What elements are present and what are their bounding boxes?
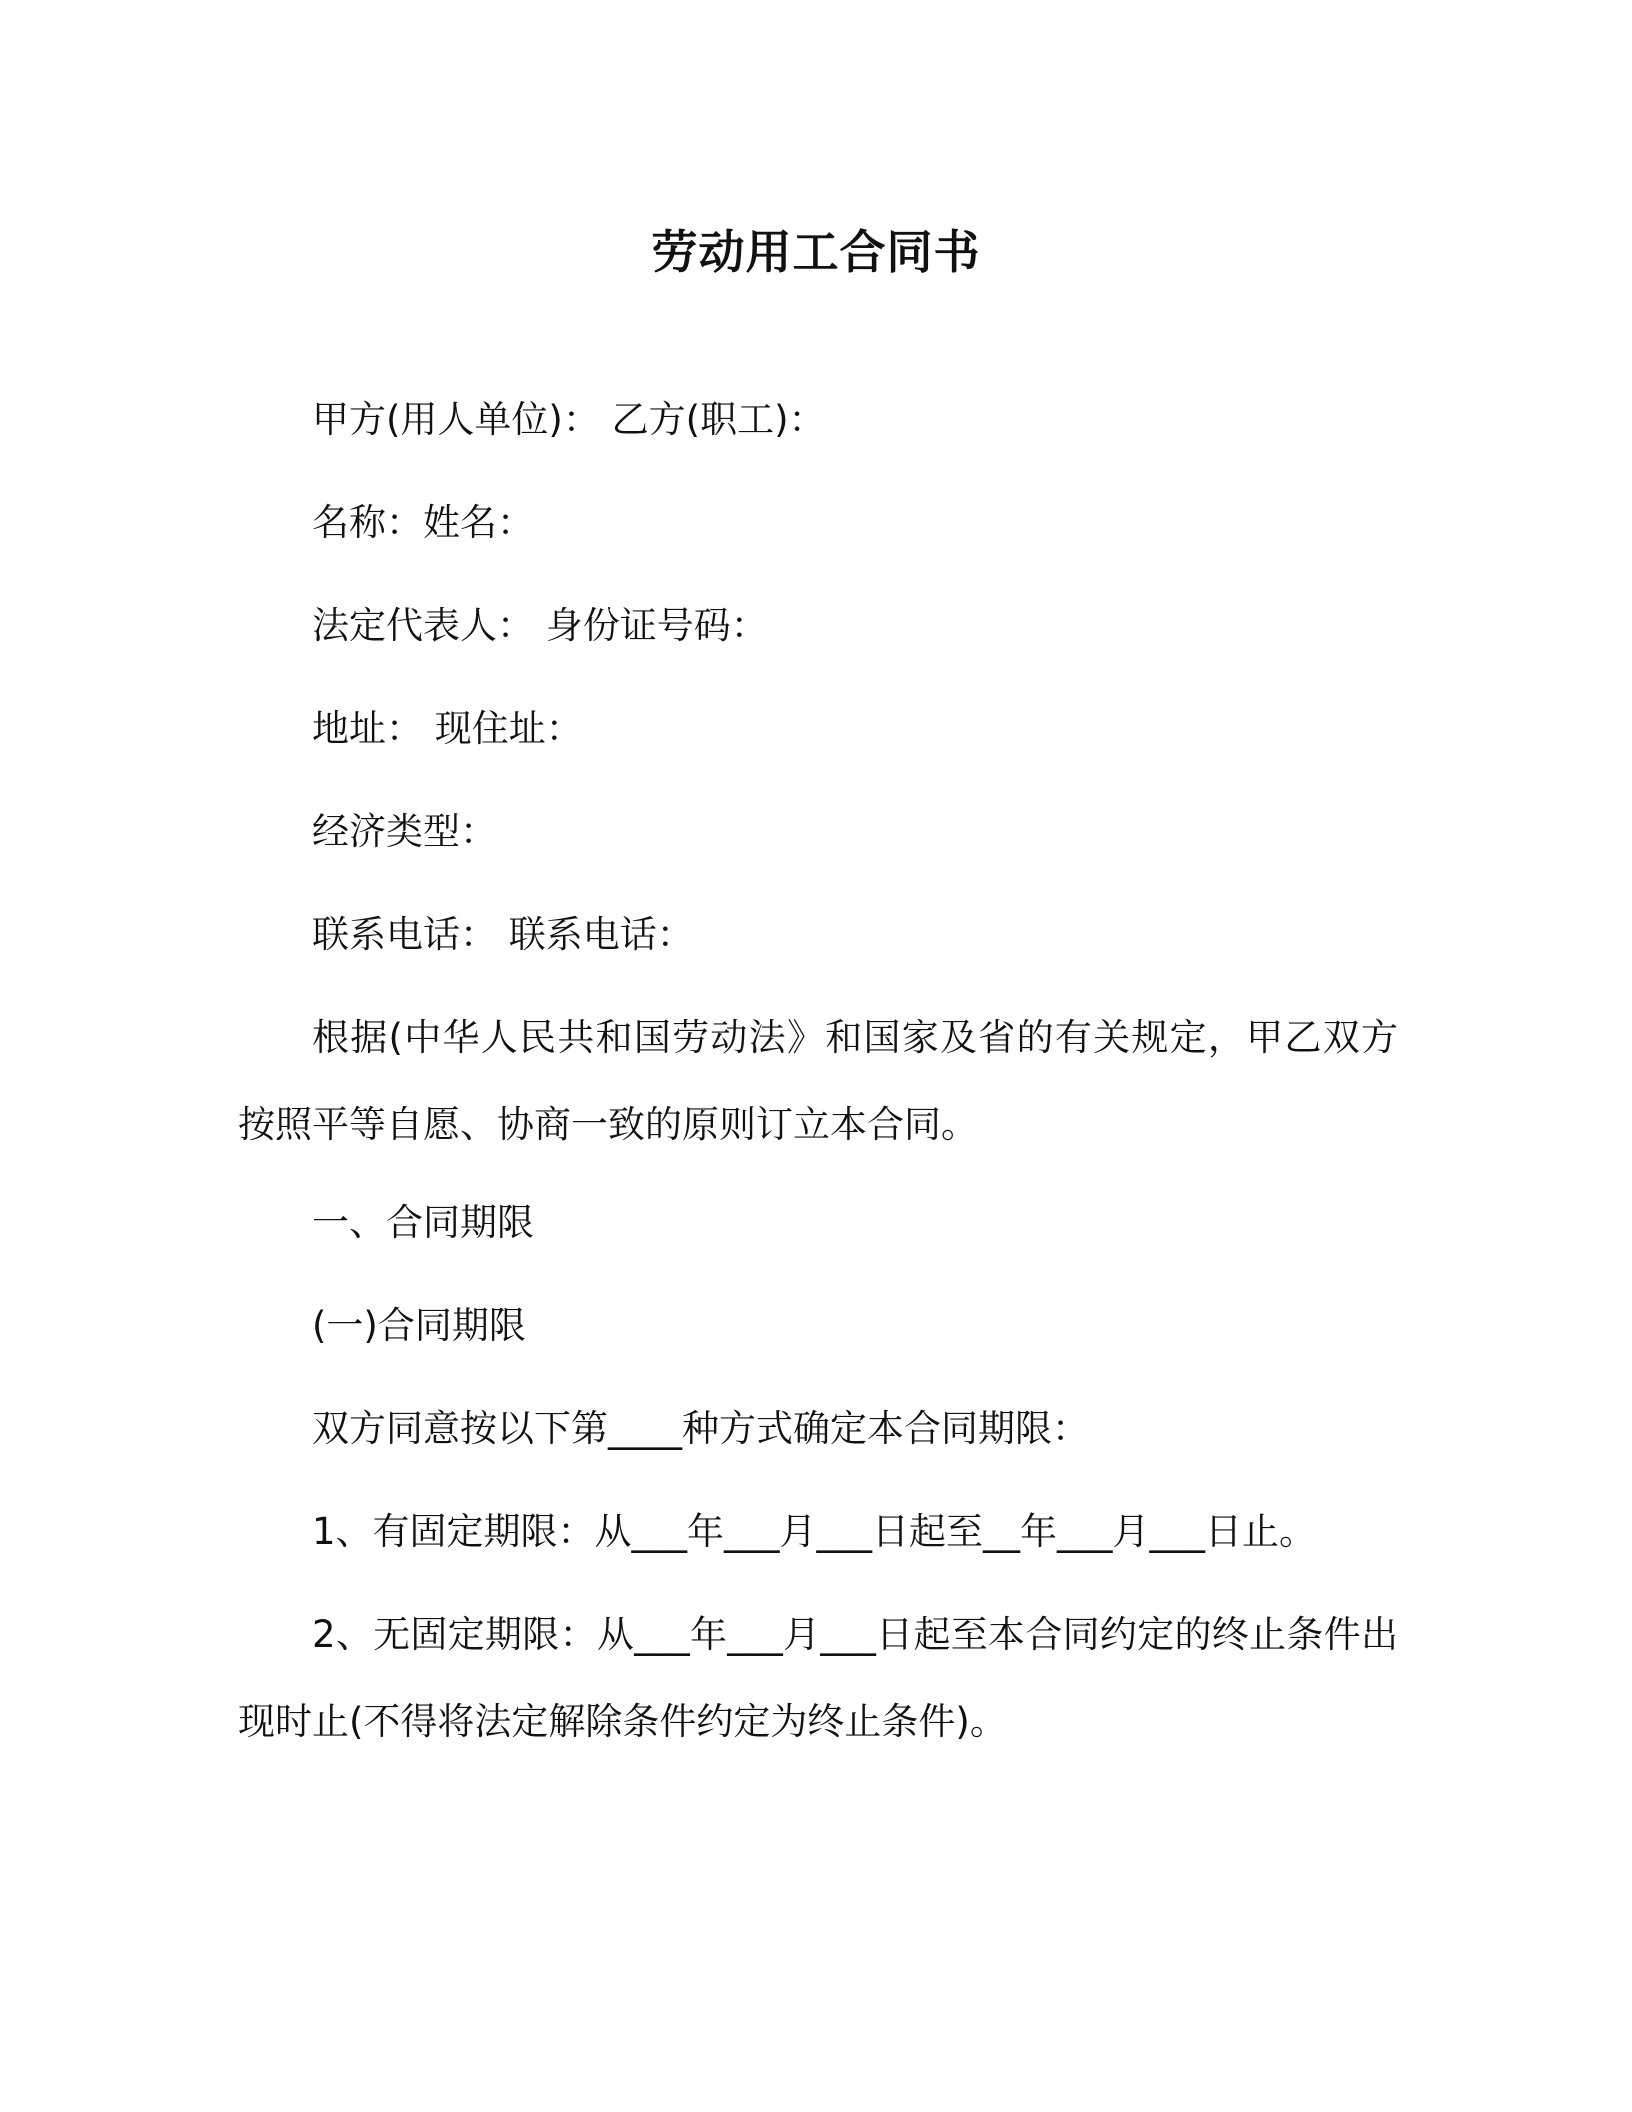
section-heading: 一、合同期限 [312, 1201, 534, 1244]
party-line: 甲方(用人单位)： 乙方(职工)： [312, 398, 826, 441]
term-option-1: 1、有固定期限：从___年___月___日起至__年___月___日止。 [312, 1510, 1317, 1553]
term-option-2: 2、无固定期限：从___年___月___日起至本合同约定的终止条件出现时止(不得将法定解除条件约定为终止条件)。 [238, 1613, 1398, 1743]
phone-line: 联系电话： 联系电话： [312, 913, 694, 956]
document-title: 劳动用工合同书 [651, 225, 981, 279]
legal-representative-line: 法定代表人： 身份证号码： [312, 604, 768, 647]
section-subheading: (一)合同期限 [312, 1304, 526, 1347]
economic-type-line: 经济类型： [312, 810, 497, 853]
name-line: 名称：姓名： [312, 501, 534, 544]
term-agreement-line: 双方同意按以下第____种方式确定本合同期限： [312, 1407, 1089, 1450]
intro-paragraph: 根据(中华人民共和国劳动法》和国家及省的有关规定，甲乙双方按照平等自愿、协商一致的原则订立本合同。 [238, 1016, 1398, 1146]
address-line: 地址： 现住址： [312, 707, 583, 750]
